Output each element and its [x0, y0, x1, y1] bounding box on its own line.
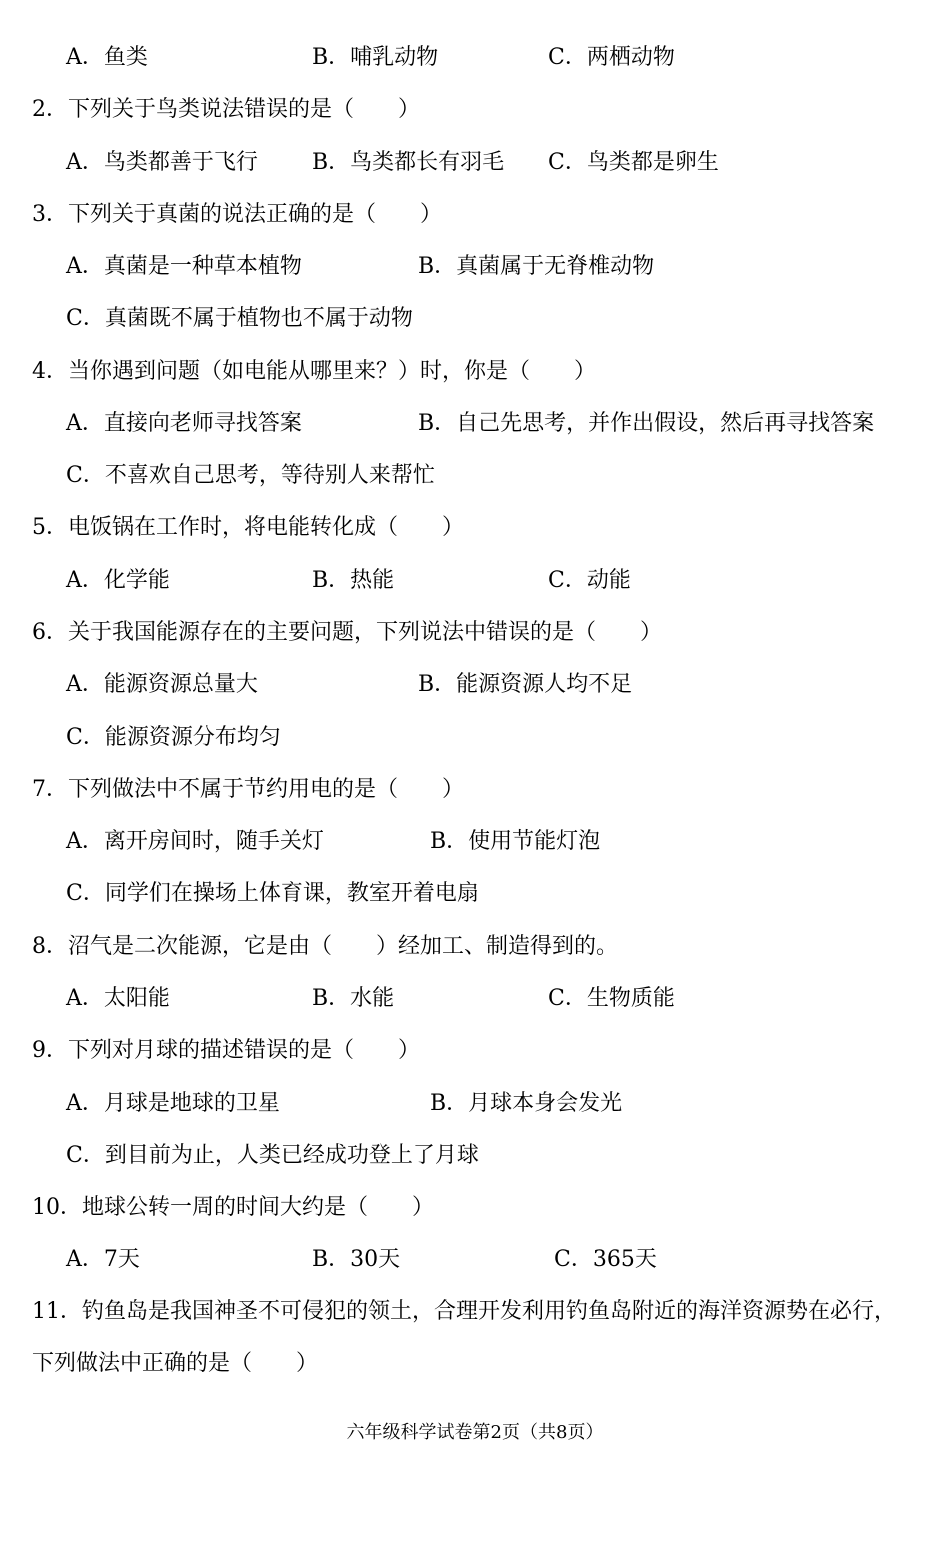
q6-option-a: A．能源资源总量大 [66, 672, 258, 697]
q6-stem: 6．关于我国能源存在的主要问题，下列说法中错误的是（ ） [32, 620, 662, 645]
page-footer: 六年级科学试卷第2页（共8页） [346, 1422, 604, 1443]
q10-stem: 10．地球公转一周的时间大约是（ ） [32, 1195, 434, 1220]
q11-stem-line-1: 11．钓鱼岛是我国神圣不可侵犯的领土，合理开发利用钓鱼岛附近的海洋资源势在必行， [32, 1299, 896, 1324]
q4-option-b: B．自己先思考，并作出假设，然后再寻找答案 [418, 411, 875, 436]
q7-stem: 7．下列做法中不属于节约用电的是（ ） [32, 777, 464, 802]
q10-option-c: C．365天 [554, 1247, 657, 1272]
q7-option-b: B．使用节能灯泡 [430, 829, 601, 854]
q8-option-b: B．水能 [312, 986, 395, 1011]
q8-option-a: A．太阳能 [66, 986, 170, 1011]
q1-option-b: B．哺乳动物 [312, 45, 439, 70]
q5-stem: 5．电饭锅在工作时，将电能转化成（ ） [32, 515, 464, 540]
q3-option-a: A．真菌是一种草本植物 [66, 254, 302, 279]
q2-option-b: B．鸟类都长有羽毛 [312, 150, 505, 175]
q3-option-b: B．真菌属于无脊椎动物 [418, 254, 655, 279]
q6-option-c: C．能源资源分布均匀 [66, 725, 281, 750]
q3-stem: 3．下列关于真菌的说法正确的是（ ） [32, 202, 442, 227]
q9-option-c: C．到目前为止，人类已经成功登上了月球 [66, 1143, 479, 1168]
q5-option-b: B．热能 [312, 568, 395, 593]
q4-option-c: C．不喜欢自己思考，等待别人来帮忙 [66, 463, 435, 488]
q2-option-a: A．鸟类都善于飞行 [66, 150, 258, 175]
q1-option-a: A．鱼类 [66, 45, 148, 70]
q3-option-c: C．真菌既不属于植物也不属于动物 [66, 306, 413, 331]
q2-option-c: C．鸟类都是卵生 [548, 150, 719, 175]
q10-option-a: A．7天 [66, 1247, 140, 1272]
q1-option-c: C．两栖动物 [548, 45, 675, 70]
q5-option-a: A．化学能 [66, 568, 170, 593]
q5-option-c: C．动能 [548, 568, 631, 593]
q2-stem: 2．下列关于鸟类说法错误的是（ ） [32, 97, 420, 122]
q8-option-c: C．生物质能 [548, 986, 675, 1011]
q9-stem: 9．下列对月球的描述错误的是（ ） [32, 1038, 420, 1063]
q9-option-a: A．月球是地球的卫星 [66, 1091, 280, 1116]
q9-option-b: B．月球本身会发光 [430, 1091, 623, 1116]
q11-stem-line-2: 下列做法中正确的是（ ） [32, 1351, 319, 1376]
q8-stem: 8．沼气是二次能源，它是由（ ）经加工、制造得到的。 [32, 934, 618, 959]
q6-option-b: B．能源资源人均不足 [418, 672, 633, 697]
q4-option-a: A．直接向老师寻找答案 [66, 411, 302, 436]
q7-option-a: A．离开房间时，随手关灯 [66, 829, 324, 854]
q7-option-c: C．同学们在操场上体育课，教室开着电扇 [66, 881, 479, 906]
q4-stem: 4．当你遇到问题（如电能从哪里来？）时，你是（ ） [32, 359, 596, 384]
q10-option-b: B．30天 [312, 1247, 401, 1272]
